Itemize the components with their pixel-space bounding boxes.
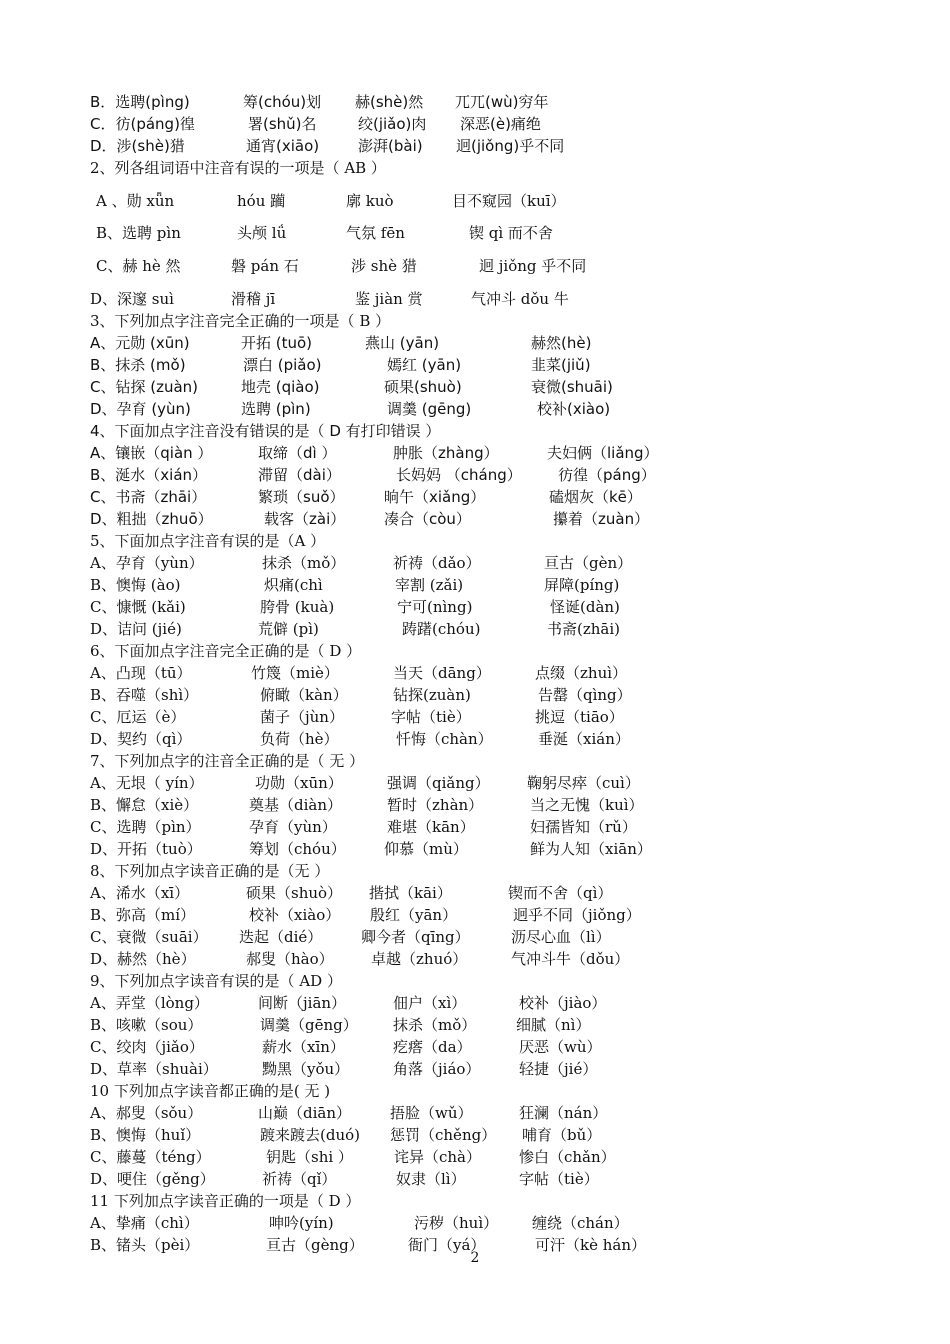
option-cell: A、挚痛（chì）	[90, 1214, 199, 1232]
option-cell: 校补（xiào）	[249, 906, 341, 924]
option-cell: B、懈怠（xiè）	[90, 796, 199, 814]
option-cell: B、吞噬（shì）	[90, 686, 199, 704]
option-cell: C、衰微（suāi）	[90, 928, 208, 946]
option-cell: D．涉(shè)猎	[90, 137, 185, 155]
option-cell: 署(shǔ)名	[248, 115, 317, 133]
option-cell: D、哽住（gěng）	[90, 1170, 215, 1188]
option-cell: 亘古（gèng）	[266, 1236, 364, 1254]
option-cell: 赫然(hè)	[531, 334, 592, 352]
option-cell: 负荷（hè）	[260, 730, 339, 748]
question-text: 2、列各组词语中注音有误的一项是（ AB ）	[90, 159, 386, 177]
option-cell: 殷红（yān）	[370, 906, 458, 924]
option-cell: 告罄（qìng）	[538, 686, 632, 704]
option-cell: 筹划（chóu）	[249, 840, 346, 858]
option-cell: 炽痛(chì	[264, 576, 323, 594]
option-cell: 呻吟(yín)	[269, 1214, 334, 1232]
option-cell: B、选聘 pìn	[96, 224, 181, 242]
option-cell: 菌子（jùn）	[260, 708, 344, 726]
option-cell: 嫣红 (yān)	[387, 356, 462, 374]
option-cell: 书斋(zhāi)	[547, 620, 621, 638]
option-cell: 钻探(zuàn)	[393, 686, 471, 704]
option-cell: D、粗拙（zhuō）	[90, 510, 213, 528]
question-text: 3、下列加点字注音完全正确的一项是（ B ）	[90, 312, 391, 330]
option-cell: 衙门（yá）	[408, 1236, 486, 1254]
option-cell: 调羹（gēng）	[260, 1016, 358, 1034]
option-cell: A、孕育（yùn）	[90, 554, 204, 572]
option-cell: 山巅（diān）	[258, 1104, 352, 1122]
option-cell: 锲而不舍（qì）	[508, 884, 613, 902]
option-cell: 通宵(xiāo)	[246, 137, 320, 155]
page-number: 2	[470, 1250, 480, 1266]
option-cell: 肿胀（zhàng）	[393, 444, 499, 462]
option-cell: 妇孺皆知（rǔ）	[530, 818, 637, 836]
question-text: 5、下面加点字注音有误的是（A ）	[90, 532, 326, 550]
option-cell: A、无垠（ yín）	[90, 774, 204, 792]
option-cell: 当之无愧（kuì）	[530, 796, 644, 814]
option-cell: 硕果(shuò)	[384, 378, 462, 396]
option-cell: 奴隶（lì）	[396, 1170, 466, 1188]
option-cell: C、选聘（pìn）	[90, 818, 201, 836]
option-cell: 当天（dāng）	[393, 664, 491, 682]
option-cell: 薪水（xīn）	[262, 1038, 345, 1056]
option-cell: 踱来踱去(duó)	[260, 1126, 360, 1144]
option-cell: 鉴 jiàn 赏	[355, 290, 423, 308]
option-cell: 繁琐（suǒ）	[258, 488, 345, 506]
option-cell: 廓 kuò	[346, 192, 394, 210]
option-cell: 功勋（xūn）	[255, 774, 343, 792]
option-cell: 胯骨 (kuà)	[260, 598, 335, 616]
question-text: 10 下列加点字读音都正确的是( 无 )	[90, 1082, 331, 1100]
option-cell: 载客（zài）	[264, 510, 346, 528]
option-cell: 兀兀(wù)穷年	[455, 93, 549, 111]
option-cell: 滞留（dài）	[258, 466, 341, 484]
question-text: 7、下列加点字的注音全正确的是（ 无 ）	[90, 752, 365, 770]
option-cell: B、锗头（pèi）	[90, 1236, 200, 1254]
option-cell: 气冲斗牛（dǒu）	[511, 950, 630, 968]
option-cell: A、弄堂（lòng）	[90, 994, 209, 1012]
option-cell: 狂澜（nán）	[519, 1104, 608, 1122]
option-cell: 宁可(nìng)	[397, 598, 473, 616]
option-cell: 取缔（dì ）	[258, 444, 337, 462]
option-cell: hóu 躏	[237, 192, 286, 210]
option-cell: 迥 jiǒng 乎不同	[479, 257, 587, 275]
option-cell: 郝叟（hào）	[246, 950, 334, 968]
option-cell: 磐 pán 石	[231, 257, 299, 275]
option-cell: 沥尽心血（lì）	[511, 928, 611, 946]
option-cell: 长妈妈 （cháng）	[396, 466, 522, 484]
option-cell: 亘古（gèn）	[544, 554, 633, 572]
option-cell: 深恶(è)痛绝	[460, 115, 541, 133]
option-cell: C、赫 hè 然	[96, 257, 181, 275]
option-cell: 目不窥园（kuī）	[452, 192, 566, 210]
option-cell: 角落（jiáo）	[393, 1060, 481, 1078]
option-cell: 夫妇俩（liǎng）	[547, 444, 659, 462]
option-cell: 磕烟灰（kē）	[549, 488, 642, 506]
option-cell: 间断（jiān）	[258, 994, 347, 1012]
option-cell: 抹杀（mǒ）	[393, 1016, 477, 1034]
option-cell: A、凸现（tū）	[90, 664, 192, 682]
option-cell: 气氛 fēn	[346, 224, 405, 242]
option-cell: 难堪（kān）	[387, 818, 475, 836]
option-cell: 绞(jiǎo)肉	[358, 115, 427, 133]
option-cell: C、厄运（è）	[90, 708, 186, 726]
question-text: 4、下面加点字注音没有错误的是（ D 有打印错误 ）	[90, 422, 441, 440]
option-cell: C、书斋（zhāi）	[90, 488, 207, 506]
option-cell: A、镶嵌（qiàn ）	[90, 444, 213, 462]
option-cell: 锲 qì 而不舍	[469, 224, 553, 242]
option-cell: 气冲斗 dǒu 牛	[471, 290, 569, 308]
option-cell: 竹篾（miè）	[251, 664, 339, 682]
option-cell: 踌躇(chóu)	[402, 620, 481, 638]
option-cell: 佃户（xì）	[393, 994, 467, 1012]
option-cell: 厌恶（wù）	[519, 1038, 602, 1056]
option-cell: 强调（qiǎng）	[387, 774, 490, 792]
option-cell: 怪诞(dàn)	[550, 598, 620, 616]
option-cell: A 、勋 xǖn	[96, 192, 175, 210]
option-cell: 校补（jiào）	[519, 994, 607, 1012]
option-cell: B、懊悔（huǐ）	[90, 1126, 201, 1144]
option-cell: A、元勋 (xūn)	[90, 334, 190, 352]
option-cell: B、涎水（xián）	[90, 466, 208, 484]
option-cell: 荒僻 (pì)	[258, 620, 319, 638]
option-cell: 涉 shè 猎	[351, 257, 417, 275]
option-cell: 燕山 (yān)	[365, 334, 440, 352]
option-cell: B、咳嗽（sou）	[90, 1016, 203, 1034]
option-cell: 校补(xiào)	[537, 400, 611, 418]
option-cell: 选聘 (pìn)	[241, 400, 311, 418]
option-cell: 宰割 (zǎi)	[395, 576, 464, 594]
option-cell: 钥匙（shi ）	[266, 1148, 353, 1166]
option-cell: 屏障(píng)	[544, 576, 620, 594]
question-text: 9、下列加点字读音有误的是（ AD ）	[90, 972, 342, 990]
option-cell: D、诘问 (jié)	[90, 620, 182, 638]
option-cell: 祈祷（dǎo）	[393, 554, 481, 572]
option-cell: 漂白 (piǎo)	[243, 356, 322, 374]
option-cell: 澎湃(bài)	[358, 137, 423, 155]
option-cell: 衰微(shuāi)	[531, 378, 613, 396]
option-cell: 疙瘩（da）	[393, 1038, 472, 1056]
option-cell: A、郝叟（sǒu）	[90, 1104, 203, 1122]
option-cell: 头颅 lǘ	[237, 224, 287, 242]
option-cell: 调羹 (gēng)	[387, 400, 472, 418]
option-cell: 垂涎（xián）	[538, 730, 630, 748]
option-cell: 迥(jiǒng)乎不同	[456, 137, 565, 155]
option-cell: B．选聘(pìng)	[90, 93, 190, 111]
option-cell: 攥着（zuàn）	[553, 510, 650, 528]
option-cell: C．彷(páng)徨	[90, 115, 195, 133]
option-cell: 揩拭（kāi）	[369, 884, 452, 902]
option-cell: 哺育（bǔ）	[522, 1126, 602, 1144]
option-cell: 卓越（zhuó）	[371, 950, 468, 968]
option-cell: 黝黑（yǒu）	[262, 1060, 350, 1078]
option-cell: C、钻探 (zuàn)	[90, 378, 199, 396]
option-cell: 忏悔（chàn）	[396, 730, 493, 748]
option-cell: 韭菜(jiǔ)	[531, 356, 591, 374]
question-text: 11 下列加点字读音正确的一项是（ D ）	[90, 1192, 361, 1210]
option-cell: 缠绕（chán）	[532, 1214, 629, 1232]
option-cell: B、弥高（mí）	[90, 906, 196, 924]
option-cell: 抹杀（mǒ）	[262, 554, 346, 572]
option-cell: 孕育（yùn）	[249, 818, 337, 836]
option-cell: 可汗（kè hán）	[535, 1236, 646, 1254]
option-cell: A、浠水（xī）	[90, 884, 190, 902]
option-cell: 挑逗（tiāo）	[535, 708, 624, 726]
question-text: 8、下列加点字读音正确的是（无 ）	[90, 862, 330, 880]
option-cell: 祈祷（qǐ）	[262, 1170, 337, 1188]
option-cell: 卿今者（qīng）	[361, 928, 470, 946]
option-cell: 字帖（tiè）	[519, 1170, 599, 1188]
option-cell: D、草率（shuài）	[90, 1060, 218, 1078]
option-cell: 细腻（nì）	[516, 1016, 591, 1034]
option-cell: C、慷慨 (kǎi)	[90, 598, 186, 616]
question-text: 6、下面加点字注音完全正确的是（ D ）	[90, 642, 362, 660]
option-cell: D、赫然（hè）	[90, 950, 196, 968]
option-cell: 暂时（zhàn）	[387, 796, 484, 814]
option-cell: 硕果（shuò）	[246, 884, 343, 902]
option-cell: 晌午（xiǎng）	[384, 488, 486, 506]
option-cell: 迥乎不同（jiǒng）	[513, 906, 641, 924]
option-cell: 鞠躬尽瘁（cuì）	[527, 774, 640, 792]
option-cell: D、开拓（tuò）	[90, 840, 202, 858]
option-cell: 开拓 (tuō)	[241, 334, 313, 352]
option-cell: 捂脸（wǔ）	[390, 1104, 473, 1122]
option-cell: 惩罚（chěng）	[390, 1126, 497, 1144]
option-cell: C、绞肉（jiǎo）	[90, 1038, 204, 1056]
option-cell: 俯瞰（kàn）	[260, 686, 348, 704]
option-cell: 地壳 (qiào)	[241, 378, 320, 396]
option-cell: D、契约（qì）	[90, 730, 192, 748]
option-cell: 诧异（chà）	[394, 1148, 482, 1166]
option-cell: 滑稽 jī	[231, 290, 276, 308]
option-cell: 鲜为人知（xiān）	[530, 840, 652, 858]
option-cell: D、孕育 (yùn)	[90, 400, 191, 418]
option-cell: 筹(chóu)划	[243, 93, 322, 111]
option-cell: D、深邃 suì	[90, 290, 174, 308]
option-cell: 奠基（diàn）	[249, 796, 343, 814]
option-cell: 彷徨（páng）	[558, 466, 656, 484]
option-cell: B、抹杀 (mǒ)	[90, 356, 186, 374]
option-cell: 点缀（zhuì）	[535, 664, 628, 682]
option-cell: 迭起（dié）	[239, 928, 323, 946]
option-cell: 赫(shè)然	[355, 93, 424, 111]
option-cell: 污秽（huì）	[414, 1214, 499, 1232]
option-cell: 惨白（chǎn）	[519, 1148, 616, 1166]
option-cell: C、藤蔓（téng）	[90, 1148, 211, 1166]
option-cell: B、懊悔 (ào)	[90, 576, 181, 594]
option-cell: 轻捷（jié）	[519, 1060, 598, 1078]
option-cell: 凑合（còu）	[384, 510, 471, 528]
option-cell: 字帖（tiè）	[391, 708, 471, 726]
option-cell: 仰慕（mù）	[384, 840, 468, 858]
